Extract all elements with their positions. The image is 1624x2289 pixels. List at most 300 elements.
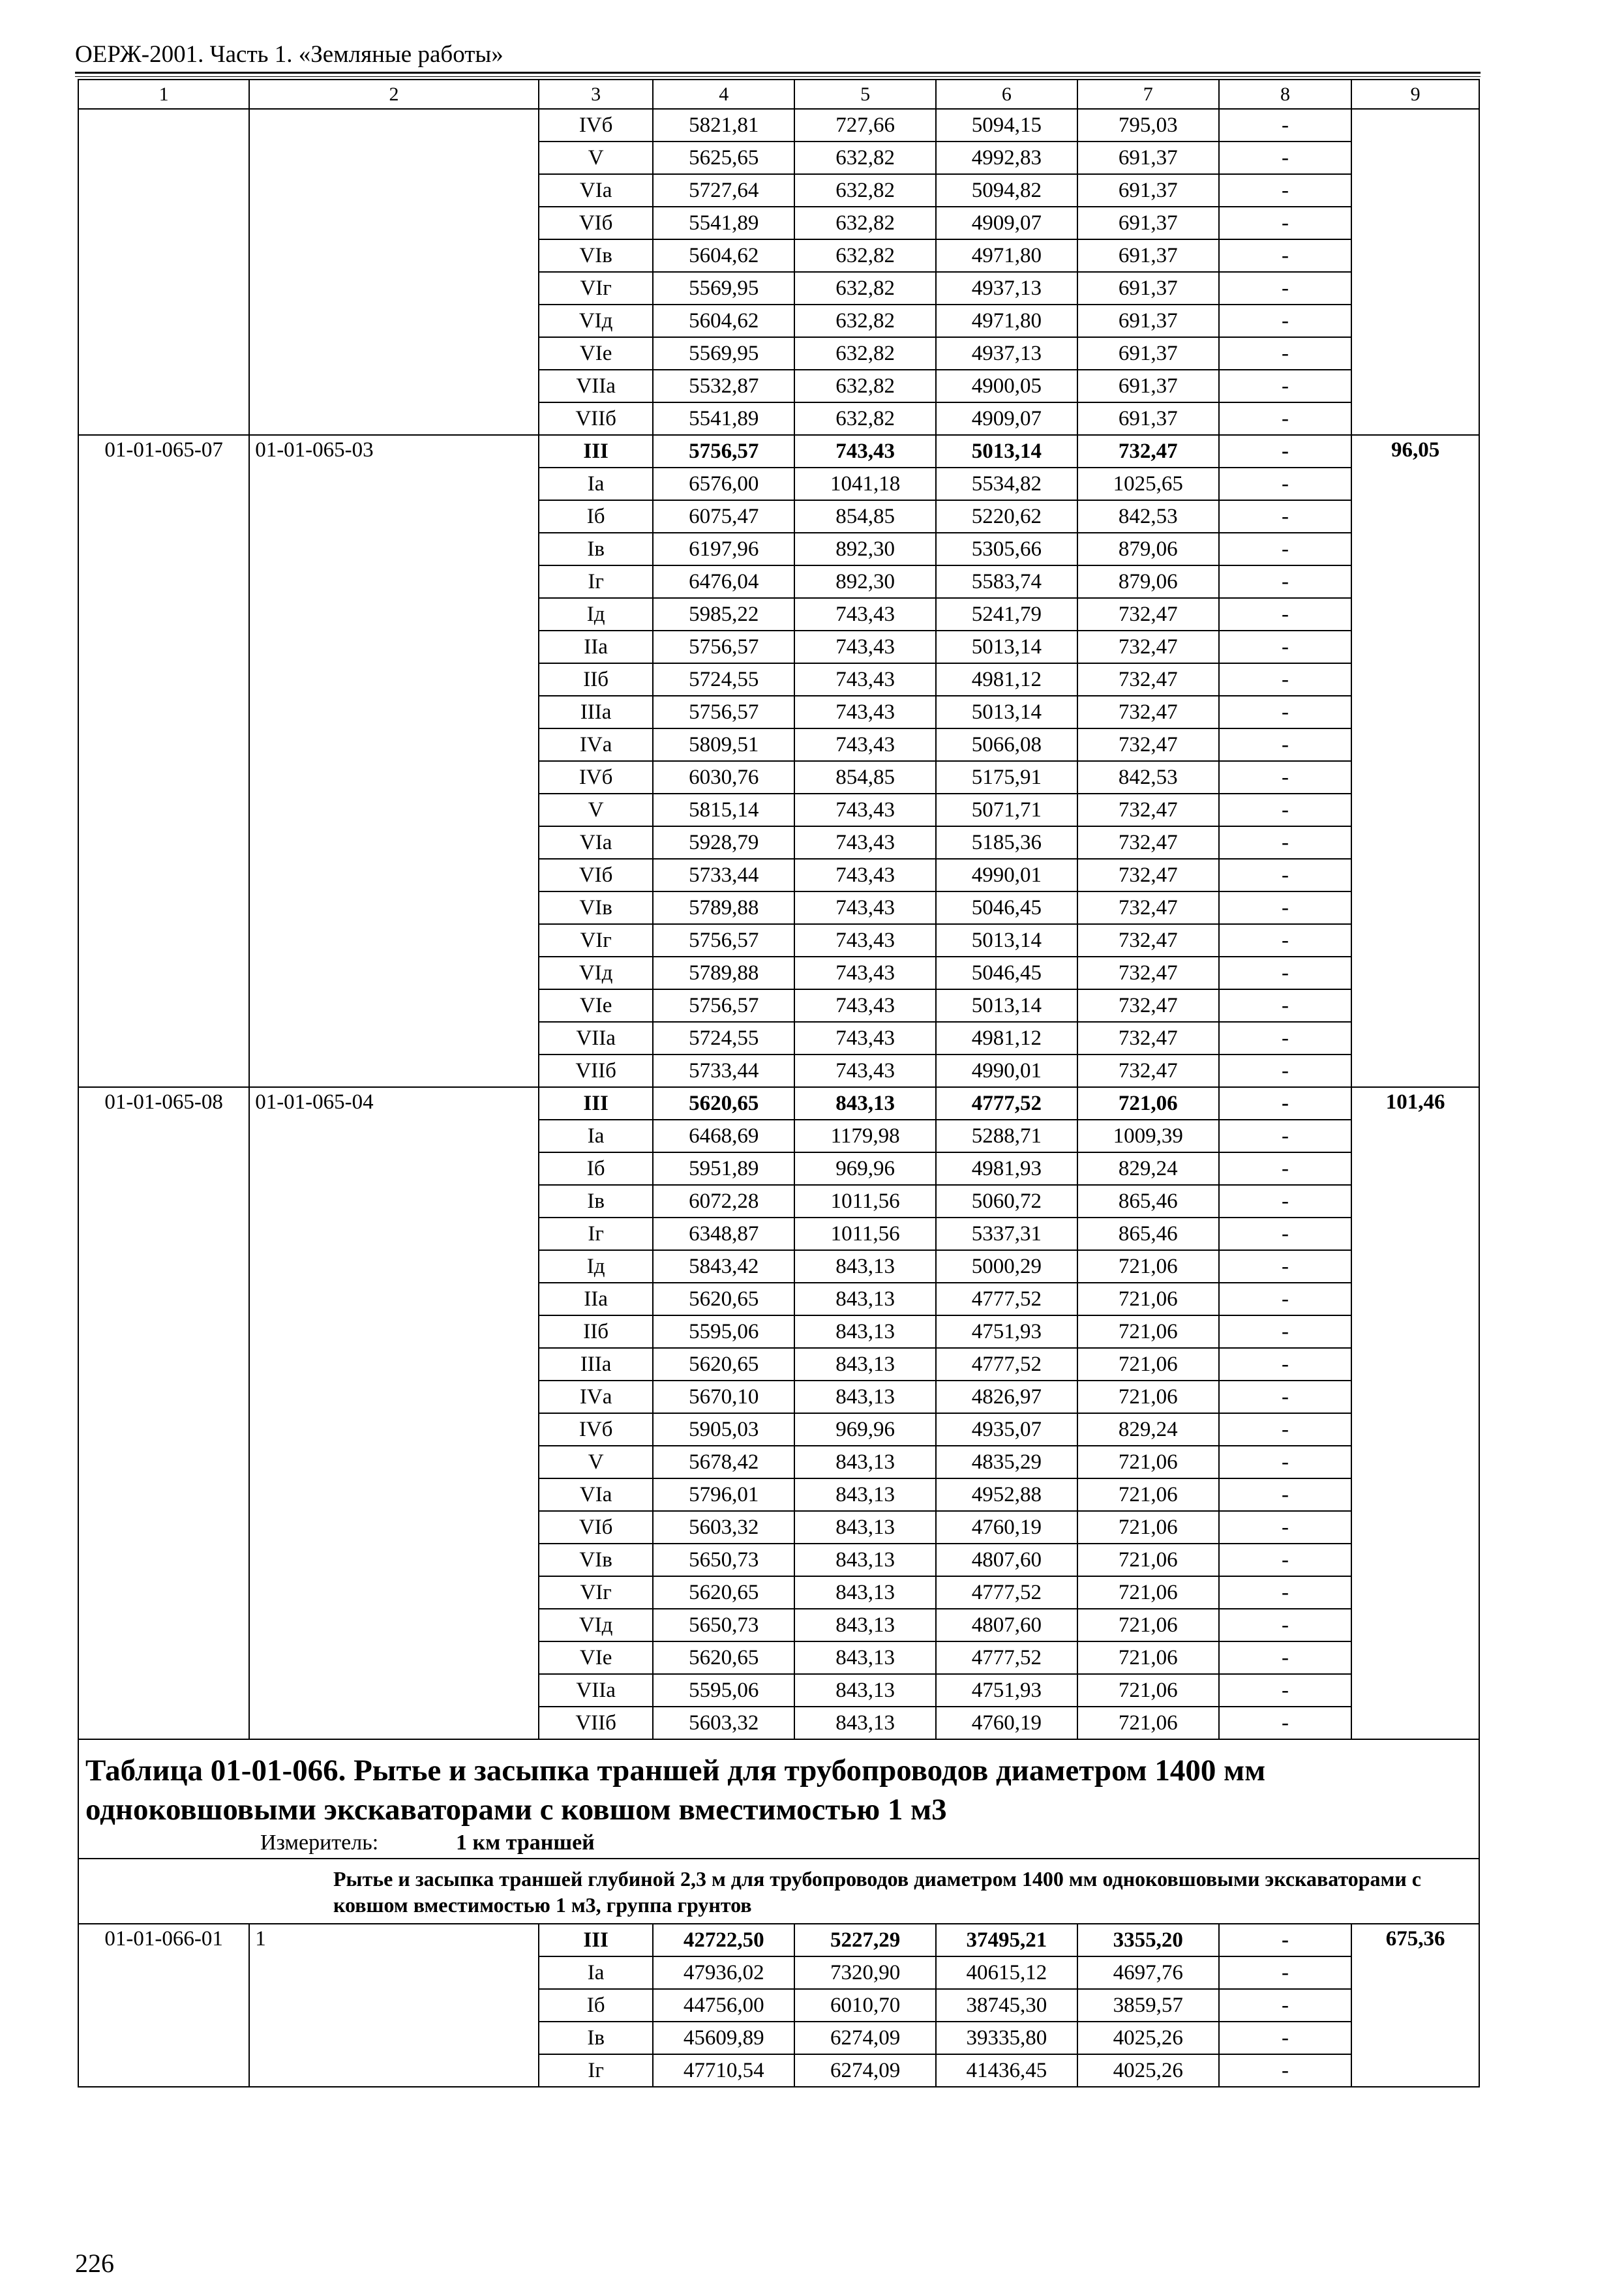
materials: - (1219, 1120, 1352, 1152)
total-cost: 5796,01 (653, 1478, 794, 1511)
machine-cost: 41436,45 (936, 2054, 1077, 2087)
soil-group: VIIб (539, 1055, 653, 1087)
wages: 892,30 (794, 565, 936, 598)
total-cost: 5670,10 (653, 1381, 794, 1413)
soil-group: VIд (539, 957, 653, 989)
machine-cost: 4990,01 (936, 1055, 1077, 1087)
column-number: 2 (249, 80, 539, 109)
soil-group: Iг (539, 1218, 653, 1250)
total-cost: 6348,87 (653, 1218, 794, 1250)
materials: - (1219, 631, 1352, 663)
machine-cost: 5175,91 (936, 761, 1077, 794)
soil-group: III (539, 1924, 653, 1956)
operator-wages: 691,37 (1077, 174, 1219, 207)
wages: 743,43 (794, 924, 936, 957)
machine-cost: 5534,82 (936, 468, 1077, 500)
total-cost: 5603,32 (653, 1511, 794, 1544)
wages: 6274,09 (794, 2054, 936, 2087)
wages: 843,13 (794, 1544, 936, 1576)
materials: - (1219, 1152, 1352, 1185)
operator-wages: 1009,39 (1077, 1120, 1219, 1152)
table-row (78, 1087, 1479, 1120)
materials: - (1219, 1576, 1352, 1609)
total-cost: 5620,65 (653, 1283, 794, 1315)
materials: - (1219, 2022, 1352, 2054)
wages: 843,13 (794, 1576, 936, 1609)
total-cost: 47710,54 (653, 2054, 794, 2087)
wages: 843,13 (794, 1511, 936, 1544)
machine-cost: 5185,36 (936, 826, 1077, 859)
materials: - (1219, 1641, 1352, 1674)
total-cost: 5843,42 (653, 1250, 794, 1283)
machine-cost: 4937,13 (936, 272, 1077, 305)
materials: - (1219, 1022, 1352, 1055)
soil-group: Iв (539, 533, 653, 565)
materials: - (1219, 207, 1352, 239)
total-cost: 6476,04 (653, 565, 794, 598)
wages: 854,85 (794, 761, 936, 794)
wages: 843,13 (794, 1707, 936, 1739)
machine-cost: 4826,97 (936, 1381, 1077, 1413)
soil-group: IVб (539, 109, 653, 142)
total-cost: 5727,64 (653, 174, 794, 207)
rate-code: 01-01-065-08 (78, 1087, 249, 1739)
soil-group: Iг (539, 565, 653, 598)
materials: - (1219, 761, 1352, 794)
table-row (78, 1924, 1479, 1956)
total-cost: 5733,44 (653, 1055, 794, 1087)
table-title: Таблица 01-01-066. Рытье и засыпка траншей для трубопроводов диаметром 1400 мм одноковшовыми экскаваторами с ковшом вместимостью 1 м3 (85, 1754, 1266, 1827)
soil-group: Iд (539, 598, 653, 631)
machine-cost: 5013,14 (936, 435, 1077, 468)
machine-cost: 4981,12 (936, 663, 1077, 696)
operator-wages: 732,47 (1077, 826, 1219, 859)
machine-cost: 5220,62 (936, 500, 1077, 533)
materials: - (1219, 337, 1352, 370)
wages: 632,82 (794, 239, 936, 272)
total-cost: 5756,57 (653, 696, 794, 728)
wages: 727,66 (794, 109, 936, 142)
total-cost: 5603,32 (653, 1707, 794, 1739)
materials: - (1219, 500, 1352, 533)
wages: 743,43 (794, 826, 936, 859)
wages: 743,43 (794, 435, 936, 468)
operator-wages: 691,37 (1077, 337, 1219, 370)
operator-wages: 732,47 (1077, 1055, 1219, 1087)
soil-group: VIг (539, 924, 653, 957)
materials: - (1219, 1283, 1352, 1315)
table-row (78, 435, 1479, 468)
machine-cost: 5000,29 (936, 1250, 1077, 1283)
operator-wages: 721,06 (1077, 1511, 1219, 1544)
machine-cost: 5288,71 (936, 1120, 1077, 1152)
wages: 969,96 (794, 1413, 936, 1446)
operator-wages: 691,37 (1077, 402, 1219, 435)
operator-wages: 732,47 (1077, 663, 1219, 696)
machine-cost: 4971,80 (936, 239, 1077, 272)
total-cost: 5733,44 (653, 859, 794, 891)
soil-group: VIб (539, 859, 653, 891)
wages: 743,43 (794, 859, 936, 891)
operator-wages: 721,06 (1077, 1315, 1219, 1348)
wages: 843,13 (794, 1609, 936, 1641)
machine-cost: 4807,60 (936, 1544, 1077, 1576)
column-number: 5 (794, 80, 936, 109)
operator-wages: 732,47 (1077, 728, 1219, 761)
machine-cost: 4777,52 (936, 1348, 1077, 1381)
column-number: 6 (936, 80, 1077, 109)
wages: 843,13 (794, 1641, 936, 1674)
total-cost: 5595,06 (653, 1674, 794, 1707)
operator-wages: 721,06 (1077, 1283, 1219, 1315)
materials: - (1219, 1924, 1352, 1956)
machine-cost: 5583,74 (936, 565, 1077, 598)
machine-cost: 40615,12 (936, 1956, 1077, 1989)
operator-wages: 879,06 (1077, 565, 1219, 598)
machine-cost: 5241,79 (936, 598, 1077, 631)
total-cost: 5532,87 (653, 370, 794, 402)
wages: 6010,70 (794, 1989, 936, 2022)
materials: - (1219, 826, 1352, 859)
machine-cost: 5071,71 (936, 794, 1077, 826)
total-cost: 5809,51 (653, 728, 794, 761)
operator-wages: 4697,76 (1077, 1956, 1219, 1989)
column-number: 9 (1351, 80, 1479, 109)
materials: - (1219, 402, 1352, 435)
operator-wages: 691,37 (1077, 272, 1219, 305)
materials: - (1219, 1250, 1352, 1283)
subheading: Рытье и засыпка траншей глубиной 2,3 м для трубопроводов диаметром 1400 мм одноковшовыми экскаваторами с ковшом вместимостью 1 м3, группа грунтов (78, 1859, 1479, 1924)
total-cost: 42722,50 (653, 1924, 794, 1956)
machine-cost: 4835,29 (936, 1446, 1077, 1478)
soil-group: Iб (539, 1152, 653, 1185)
meter-value: 1 км траншей (456, 1831, 595, 1855)
total-cost: 5928,79 (653, 826, 794, 859)
materials: - (1219, 1446, 1352, 1478)
soil-group: III (539, 435, 653, 468)
soil-group: Iб (539, 1989, 653, 2022)
operator-wages: 721,06 (1077, 1641, 1219, 1674)
total-cost: 5789,88 (653, 891, 794, 924)
materials: - (1219, 142, 1352, 174)
header-rule (75, 72, 1481, 74)
header-rule-thin (75, 76, 1481, 77)
operator-wages: 732,47 (1077, 957, 1219, 989)
machine-cost: 4935,07 (936, 1413, 1077, 1446)
total-cost: 5821,81 (653, 109, 794, 142)
soil-group: IIIа (539, 1348, 653, 1381)
operator-wages: 3859,57 (1077, 1989, 1219, 2022)
total-cost: 5724,55 (653, 663, 794, 696)
soil-group: Iд (539, 1250, 653, 1283)
total-cost: 5756,57 (653, 631, 794, 663)
total-cost: 5604,62 (653, 239, 794, 272)
soil-group: III (539, 1087, 653, 1120)
wages: 854,85 (794, 500, 936, 533)
machine-cost: 5066,08 (936, 728, 1077, 761)
materials: - (1219, 728, 1352, 761)
labor-hours: 101,46 (1351, 1087, 1479, 1739)
total-cost: 5604,62 (653, 305, 794, 337)
total-cost: 5650,73 (653, 1609, 794, 1641)
rate-reference: 1 (249, 1924, 539, 2087)
wages: 743,43 (794, 728, 936, 761)
total-cost: 6030,76 (653, 761, 794, 794)
materials: - (1219, 1544, 1352, 1576)
materials: - (1219, 794, 1352, 826)
total-cost: 5625,65 (653, 142, 794, 174)
machine-cost: 4777,52 (936, 1087, 1077, 1120)
operator-wages: 4025,26 (1077, 2054, 1219, 2087)
soil-group: VIд (539, 1609, 653, 1641)
total-cost: 45609,89 (653, 2022, 794, 2054)
wages: 6274,09 (794, 2022, 936, 2054)
soil-group: Iа (539, 468, 653, 500)
soil-group: IIа (539, 1283, 653, 1315)
machine-cost: 5013,14 (936, 631, 1077, 663)
materials: - (1219, 468, 1352, 500)
rate-reference (249, 109, 539, 435)
materials: - (1219, 1218, 1352, 1250)
soil-group: Iв (539, 2022, 653, 2054)
meter-label: Измеритель: (260, 1831, 379, 1855)
machine-cost: 4751,93 (936, 1315, 1077, 1348)
soil-group: IIа (539, 631, 653, 663)
machine-cost: 5013,14 (936, 989, 1077, 1022)
table-title-row (78, 1739, 1479, 1859)
operator-wages: 732,47 (1077, 696, 1219, 728)
total-cost: 47936,02 (653, 1956, 794, 1989)
machine-cost: 5013,14 (936, 696, 1077, 728)
machine-cost: 4981,12 (936, 1022, 1077, 1055)
wages: 632,82 (794, 174, 936, 207)
materials: - (1219, 1989, 1352, 2022)
wages: 843,13 (794, 1348, 936, 1381)
wages: 843,13 (794, 1381, 936, 1413)
wages: 743,43 (794, 794, 936, 826)
materials: - (1219, 1956, 1352, 1989)
machine-cost: 4777,52 (936, 1576, 1077, 1609)
materials: - (1219, 1348, 1352, 1381)
operator-wages: 721,06 (1077, 1087, 1219, 1120)
materials: - (1219, 2054, 1352, 2087)
materials: - (1219, 435, 1352, 468)
materials: - (1219, 370, 1352, 402)
machine-cost: 5046,45 (936, 891, 1077, 924)
materials: - (1219, 174, 1352, 207)
total-cost: 5541,89 (653, 402, 794, 435)
rate-code: 01-01-066-01 (78, 1924, 249, 2087)
materials: - (1219, 1511, 1352, 1544)
table-title-cell (78, 1739, 1479, 1859)
machine-cost: 38745,30 (936, 1989, 1077, 2022)
wages: 843,13 (794, 1315, 936, 1348)
total-cost: 6072,28 (653, 1185, 794, 1218)
soil-group: VIе (539, 989, 653, 1022)
operator-wages: 721,06 (1077, 1707, 1219, 1739)
rate-code (78, 109, 249, 435)
soil-group: VIб (539, 1511, 653, 1544)
total-cost: 5756,57 (653, 989, 794, 1022)
operator-wages: 691,37 (1077, 142, 1219, 174)
soil-group: VIIб (539, 1707, 653, 1739)
wages: 843,13 (794, 1446, 936, 1478)
page-number: 226 (75, 2249, 114, 2278)
total-cost: 5620,65 (653, 1087, 794, 1120)
soil-group: IIб (539, 663, 653, 696)
soil-group: VIг (539, 272, 653, 305)
total-cost: 5620,65 (653, 1641, 794, 1674)
soil-group: VIIб (539, 402, 653, 435)
total-cost: 6197,96 (653, 533, 794, 565)
machine-cost: 4909,07 (936, 402, 1077, 435)
soil-group: VIв (539, 239, 653, 272)
total-cost: 6075,47 (653, 500, 794, 533)
machine-cost: 37495,21 (936, 1924, 1077, 1956)
materials: - (1219, 1707, 1352, 1739)
soil-group: VIв (539, 891, 653, 924)
wages: 969,96 (794, 1152, 936, 1185)
operator-wages: 865,46 (1077, 1218, 1219, 1250)
total-cost: 5756,57 (653, 435, 794, 468)
rate-reference: 01-01-065-04 (249, 1087, 539, 1739)
total-cost: 6576,00 (653, 468, 794, 500)
materials: - (1219, 891, 1352, 924)
operator-wages: 721,06 (1077, 1446, 1219, 1478)
operator-wages: 732,47 (1077, 794, 1219, 826)
machine-cost: 4900,05 (936, 370, 1077, 402)
total-cost: 5595,06 (653, 1315, 794, 1348)
soil-group: VIа (539, 1478, 653, 1511)
table-row (78, 109, 1479, 142)
materials: - (1219, 696, 1352, 728)
materials: - (1219, 1478, 1352, 1511)
operator-wages: 721,06 (1077, 1609, 1219, 1641)
wages: 843,13 (794, 1283, 936, 1315)
soil-group: VIIа (539, 1022, 653, 1055)
materials: - (1219, 957, 1352, 989)
soil-group: Iа (539, 1956, 653, 1989)
machine-cost: 5013,14 (936, 924, 1077, 957)
soil-group: Iг (539, 2054, 653, 2087)
operator-wages: 732,47 (1077, 989, 1219, 1022)
wages: 743,43 (794, 1022, 936, 1055)
operator-wages: 732,47 (1077, 859, 1219, 891)
total-cost: 5756,57 (653, 924, 794, 957)
machine-cost: 4952,88 (936, 1478, 1077, 1511)
operator-wages: 721,06 (1077, 1576, 1219, 1609)
soil-group: IVа (539, 728, 653, 761)
rate-reference: 01-01-065-03 (249, 435, 539, 1087)
materials: - (1219, 109, 1352, 142)
soil-group: IVб (539, 1413, 653, 1446)
rates-table (78, 79, 1480, 2087)
operator-wages: 732,47 (1077, 924, 1219, 957)
machine-cost: 5094,82 (936, 174, 1077, 207)
machine-cost: 4992,83 (936, 142, 1077, 174)
total-cost: 5541,89 (653, 207, 794, 239)
wages: 632,82 (794, 305, 936, 337)
machine-cost: 39335,80 (936, 2022, 1077, 2054)
wages: 743,43 (794, 598, 936, 631)
wages: 843,13 (794, 1478, 936, 1511)
operator-wages: 691,37 (1077, 370, 1219, 402)
machine-cost: 5060,72 (936, 1185, 1077, 1218)
total-cost: 5951,89 (653, 1152, 794, 1185)
soil-group: IIIа (539, 696, 653, 728)
wages: 632,82 (794, 337, 936, 370)
labor-hours: 96,05 (1351, 435, 1479, 1087)
soil-group: VIг (539, 1576, 653, 1609)
operator-wages: 3355,20 (1077, 1924, 1219, 1956)
operator-wages: 732,47 (1077, 598, 1219, 631)
total-cost: 5905,03 (653, 1413, 794, 1446)
operator-wages: 732,47 (1077, 1022, 1219, 1055)
column-number: 7 (1077, 80, 1219, 109)
materials: - (1219, 565, 1352, 598)
soil-group: VIа (539, 826, 653, 859)
soil-group: VIб (539, 207, 653, 239)
soil-group: IIб (539, 1315, 653, 1348)
column-number: 4 (653, 80, 794, 109)
operator-wages: 721,06 (1077, 1250, 1219, 1283)
machine-cost: 5337,31 (936, 1218, 1077, 1250)
soil-group: VIа (539, 174, 653, 207)
operator-wages: 732,47 (1077, 631, 1219, 663)
soil-group: V (539, 1446, 653, 1478)
operator-wages: 732,47 (1077, 435, 1219, 468)
machine-cost: 4777,52 (936, 1283, 1077, 1315)
materials: - (1219, 1413, 1352, 1446)
operator-wages: 691,37 (1077, 305, 1219, 337)
operator-wages: 1025,65 (1077, 468, 1219, 500)
machine-cost: 4807,60 (936, 1609, 1077, 1641)
operator-wages: 4025,26 (1077, 2022, 1219, 2054)
column-number-row (78, 80, 1479, 109)
wages: 743,43 (794, 1055, 936, 1087)
operator-wages: 691,37 (1077, 207, 1219, 239)
materials: - (1219, 1674, 1352, 1707)
materials: - (1219, 989, 1352, 1022)
materials: - (1219, 1087, 1352, 1120)
machine-cost: 4937,13 (936, 337, 1077, 370)
total-cost: 5985,22 (653, 598, 794, 631)
machine-cost: 4981,93 (936, 1152, 1077, 1185)
soil-group: VIд (539, 305, 653, 337)
operator-wages: 879,06 (1077, 533, 1219, 565)
operator-wages: 721,06 (1077, 1381, 1219, 1413)
total-cost: 5815,14 (653, 794, 794, 826)
total-cost: 5620,65 (653, 1348, 794, 1381)
operator-wages: 842,53 (1077, 761, 1219, 794)
machine-cost: 4760,19 (936, 1511, 1077, 1544)
soil-group: Iв (539, 1185, 653, 1218)
total-cost: 5678,42 (653, 1446, 794, 1478)
materials: - (1219, 1315, 1352, 1348)
machine-cost: 4990,01 (936, 859, 1077, 891)
materials: - (1219, 305, 1352, 337)
machine-cost: 5094,15 (936, 109, 1077, 142)
operator-wages: 691,37 (1077, 239, 1219, 272)
soil-group: VIе (539, 1641, 653, 1674)
wages: 843,13 (794, 1250, 936, 1283)
column-number: 1 (78, 80, 249, 109)
subheading-row (78, 1859, 1479, 1924)
wages: 743,43 (794, 696, 936, 728)
wages: 743,43 (794, 957, 936, 989)
wages: 743,43 (794, 663, 936, 696)
materials: - (1219, 924, 1352, 957)
